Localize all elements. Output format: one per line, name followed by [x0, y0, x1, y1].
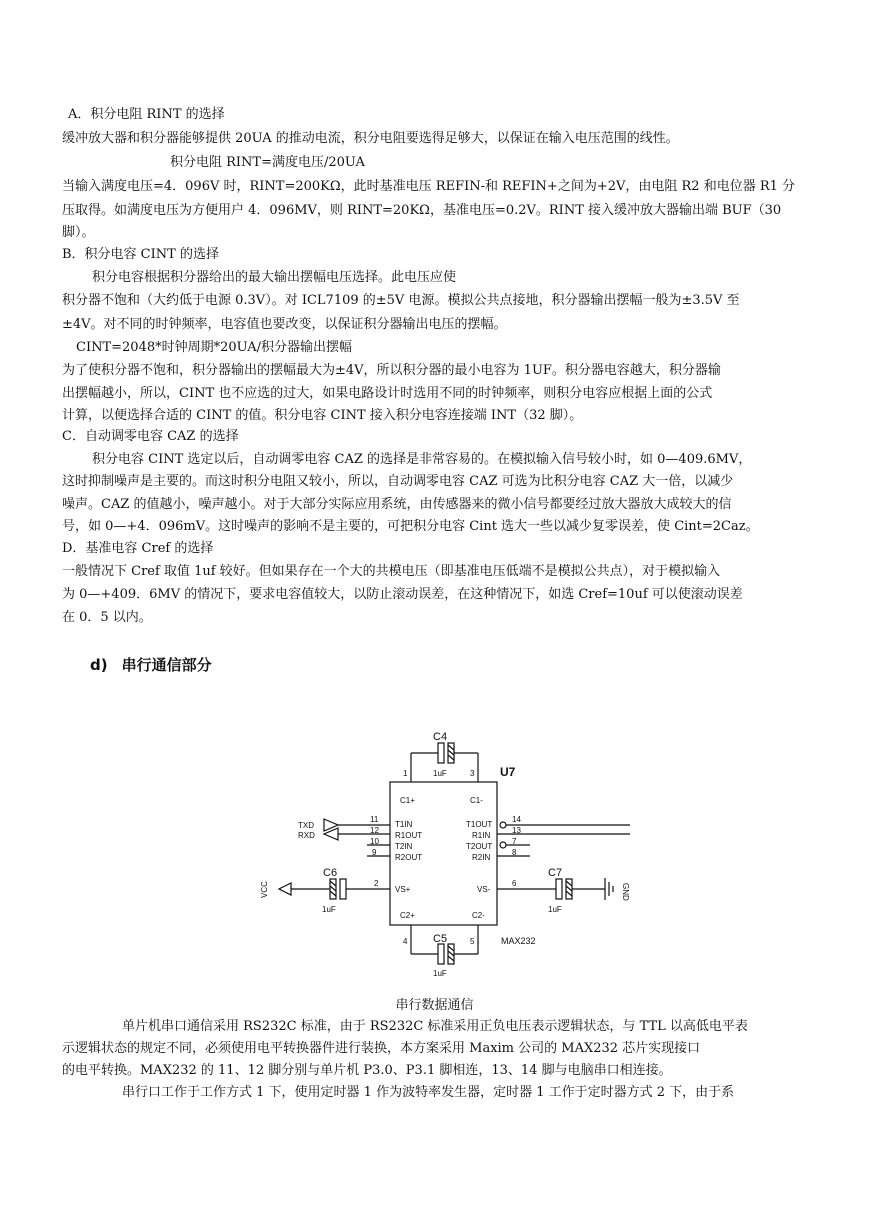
pin-number: 3 — [470, 769, 475, 778]
text-line: 噪声。CAZ 的值越小，噪声越小。对于大部分实际应用系统，由传感器来的微小信号都要经过放大器放大成较大的信 — [62, 497, 732, 512]
text-line: 出摆幅越小，所以，CINT 也不应选的过大，如果电路设计时选用不同的时钟频率，则积分电容应根据上面的公式 — [62, 386, 713, 401]
net-label-txd: TXD — [298, 821, 314, 830]
text-line: ±4V。对不同的时钟频率，电容值也要改变，以保证积分器输出电压的摆幅。 — [62, 317, 507, 332]
text-line: 当输入满度电压=4．096V 时，RINT=200KΩ，此时基准电压 REFIN-和 REFIN+之间为+2V，由电阻 R2 和电位器 R1 分 — [62, 179, 796, 194]
pin-number: 1 — [403, 769, 408, 778]
pin-number: 14 — [512, 815, 521, 824]
text-line: 在 0．5 以内。 — [62, 610, 152, 625]
net-label-gnd: GND — [621, 883, 630, 901]
text-line: 积分电阻 RINT=满度电压/20UA — [170, 155, 365, 170]
text-line: 号，如 0—+4．096mV。这时噪声的影响不是主要的，可把积分电容 Cint 选大一些以减少复零误差，使 Cint=2Caz。 — [62, 519, 759, 534]
pin-label: R2IN — [472, 853, 491, 862]
text-line: 的电平转换。MAX232 的 11、12 脚分别与单片机 P3.0、P3.1 脚相连，13、14 脚与电脑串口相连接。 — [62, 1063, 672, 1078]
text-line: C．自动调零电容 CAZ 的选择 — [62, 429, 239, 444]
capacitor-c5 — [438, 944, 454, 964]
cap-value: 1uF — [322, 905, 336, 914]
pin-label: T2IN — [395, 842, 413, 851]
cap-label: C7 — [548, 867, 563, 879]
net-label-rxd: RXD — [298, 831, 315, 840]
pin-label: C2+ — [400, 911, 415, 920]
pin-bubble — [500, 842, 506, 848]
pin-label: R1IN — [472, 831, 491, 840]
text-line: 单片机串口通信采用 RS232C 标准，由于 RS232C 标准采用正负电压表示逻辑状态，与 TTL 以高低电平表 — [122, 1019, 748, 1034]
text-line: 一般情况下 Cref 取值 1uf 较好。但如果存在一个大的共模电压（即基准电压低端不是模拟公共点），对于模拟输入 — [62, 564, 721, 579]
pin-label: T2OUT — [466, 842, 493, 851]
section-title: 串行通信部分 — [121, 656, 212, 674]
text-line: 为 0—+409．6MV 的情况下，要求电容值较大，以防止滚动误差，在这种情况下，如选 Cref=10uf 可以使滚动误差 — [62, 587, 743, 602]
cap-label: C5 — [433, 933, 448, 945]
capacitor-c7 — [556, 879, 572, 899]
pin-label: T1OUT — [466, 820, 493, 829]
text-line: D．基准电容 Cref 的选择 — [62, 541, 214, 556]
pin-number: 4 — [403, 937, 408, 946]
cap-label: C6 — [323, 867, 338, 879]
pin-label: T1IN — [395, 820, 413, 829]
chip-name: U7 — [500, 765, 516, 779]
text-line: 计算，以便选择合适的 CINT 的值。积分电容 CINT 接入积分电容连接端 INT（32 脚）。 — [62, 408, 583, 423]
text-line: 积分器不饱和（大约低于电源 0.3V）。对 ICL7109 的±5V 电源。模拟公共点接地，积分器输出摆幅一般为±3.5V 至 — [62, 293, 740, 308]
text-line: 积分电容 CINT 选定以后，自动调零电容 CAZ 的选择是非常容易的。在模拟输入信号较小时，如 0—409.6MV， — [92, 452, 752, 467]
section-number: d) — [90, 656, 108, 674]
capacitor-c4 — [438, 743, 454, 763]
pin-bubble — [500, 822, 506, 828]
pin-label: C2- — [472, 911, 485, 920]
text-line: 示逻辑状态的规定不同，必须使用电平转换器件进行装换，本方案采用 Maxim 公司的 MAX232 芯片实现接口 — [62, 1041, 701, 1056]
pin-number: 5 — [470, 937, 475, 946]
cap-value: 1uF — [548, 905, 562, 914]
ground-symbol — [605, 878, 613, 900]
text-line: 压取得。如满度电压为方便用户 4．096MV，则 RINT=20KΩ，基准电压=0.2V。RINT 接入缓冲放大器输出端 BUF（30 — [62, 203, 782, 218]
pin-label: C1- — [470, 796, 483, 805]
pin-number: 11 — [370, 815, 379, 824]
text-line: 脚）。 — [62, 225, 95, 240]
cap-value: 1uF — [433, 769, 447, 778]
text-line: 缓冲放大器和积分器能够提供 20UA 的推动电流，积分电阻要选得足够大，以保证在输入电压范围的线性。 — [62, 131, 679, 146]
chip-part: MAX232 — [501, 936, 536, 946]
vcc-arrow — [279, 883, 291, 895]
text-line: B．积分电容 CINT 的选择 — [62, 247, 219, 262]
pin-number: 10 — [370, 837, 379, 846]
net-label-vcc: VCC — [260, 881, 269, 898]
pin-number: 7 — [512, 837, 517, 846]
text-line: 串行口工作于工作方式 1 下，使用定时器 1 作为波特率发生器，定时器 1 工作于定时器方式 2 下，由于系 — [122, 1085, 735, 1100]
pin-number: 9 — [372, 848, 377, 857]
capacitor-c6 — [330, 879, 346, 899]
pin-label: VS+ — [395, 885, 411, 894]
text-line: 为了使积分器不饱和，积分器输出的摆幅最大为±4V，所以积分器的最小电容为 1UF。积分器电容越大，积分器输 — [62, 363, 721, 378]
text-line: 积分电容根据积分器给出的最大输出摆幅电压选择。此电压应使 — [92, 270, 457, 285]
pin-number: 8 — [512, 848, 517, 857]
pin-number: 12 — [370, 826, 379, 835]
pin-label: VS- — [477, 885, 491, 894]
text-line: 这时抑制噪声是主要的。而这时积分电阻又较小，所以，自动调零电容 CAZ 可选为比积分电容 CAZ 大一倍，以减少 — [62, 474, 734, 489]
cap-value: 1uF — [433, 969, 447, 978]
pin-label: C1+ — [400, 796, 415, 805]
pin-number: 13 — [512, 826, 521, 835]
text-line: A．积分电阻 RINT 的选择 — [68, 107, 225, 122]
figure-caption: 串行数据通信 — [395, 998, 474, 1013]
pin-number: 2 — [374, 879, 379, 888]
pin-label: R2OUT — [395, 853, 423, 862]
text-line: CINT=2048*时钟周期*20UA/积分器输出摆幅 — [76, 340, 352, 355]
pin-label: R1OUT — [395, 831, 423, 840]
pin-number: 6 — [512, 879, 517, 888]
cap-label: C4 — [433, 731, 448, 743]
